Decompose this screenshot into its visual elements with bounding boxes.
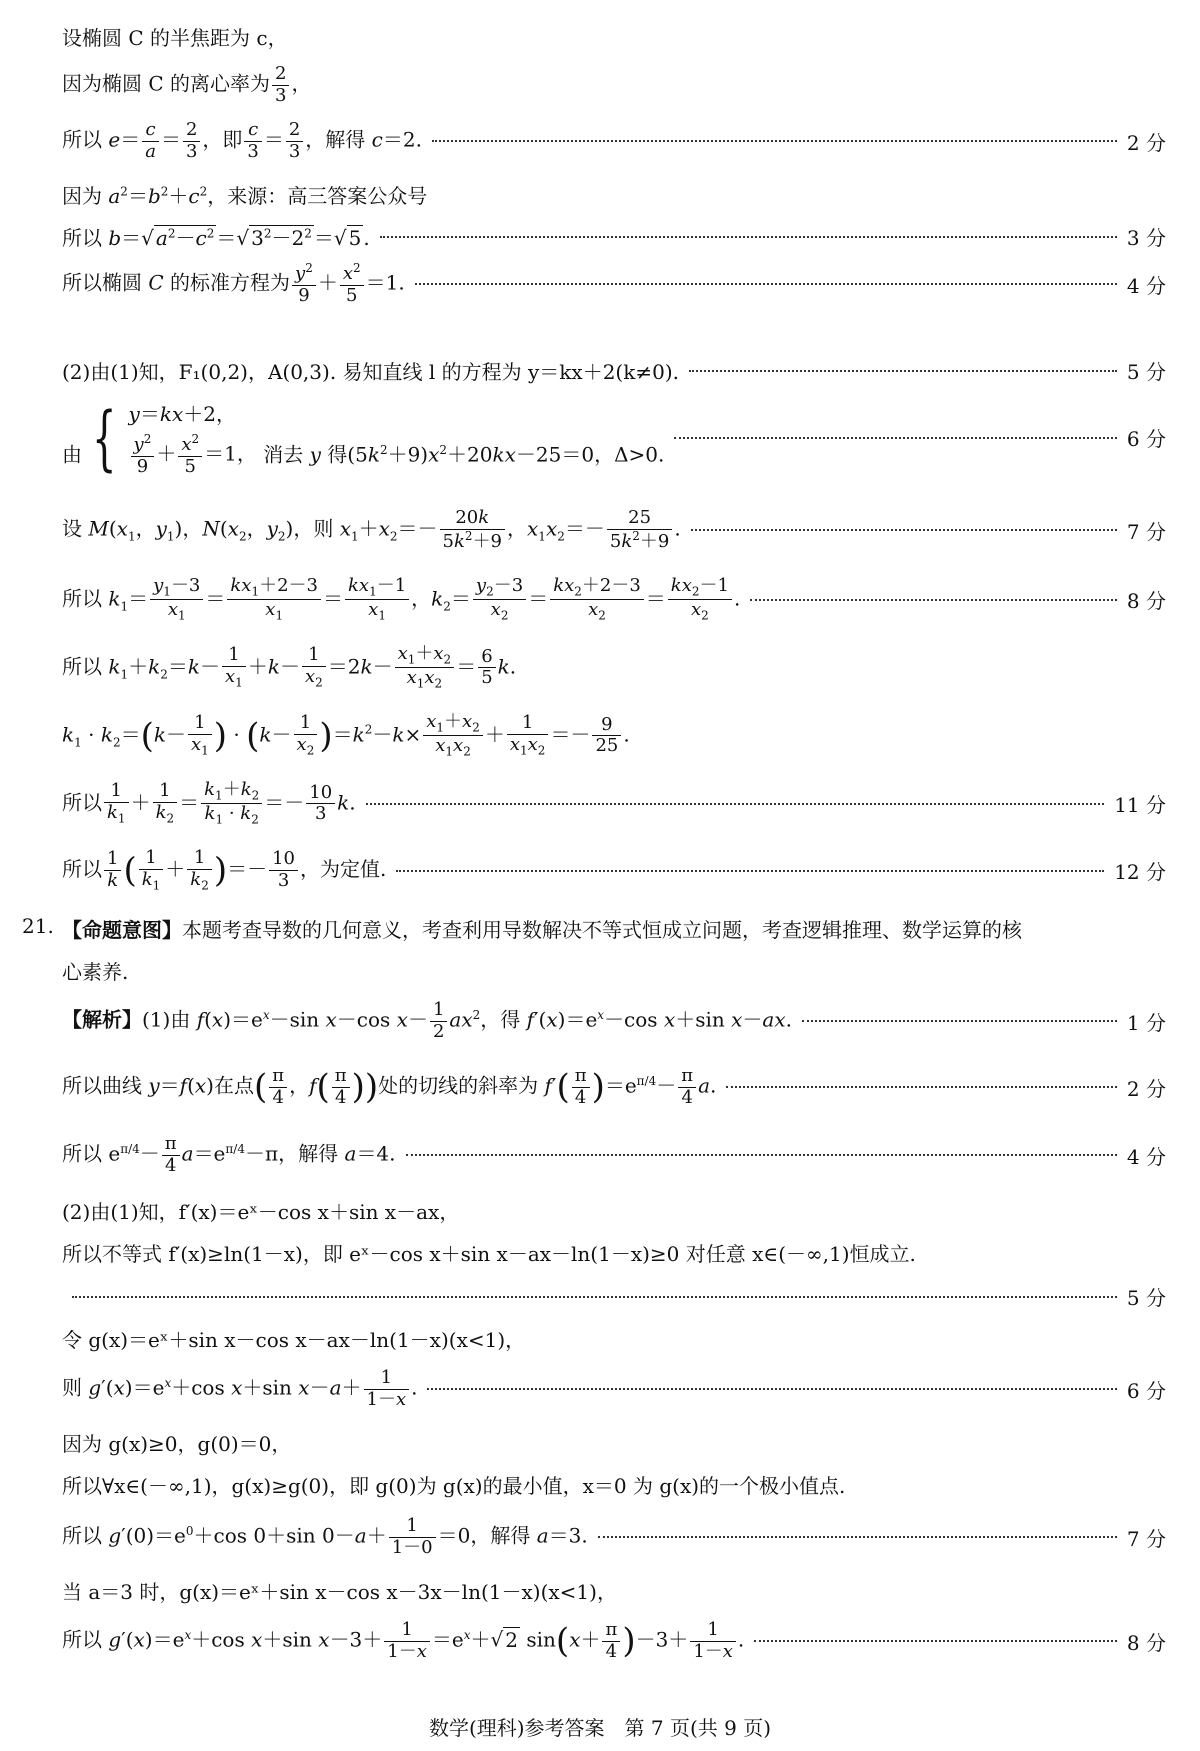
leader-dots	[674, 437, 1117, 439]
leader-dots	[406, 1154, 1117, 1156]
score-label: 7 分	[1126, 519, 1166, 544]
formula: 所以 b＝√ $a^2-c^2$ ＝√ $3^2-2^2$ ＝√ 5 .	[62, 226, 370, 250]
score-label: 6 分	[1126, 427, 1166, 452]
leader-dots	[691, 529, 1117, 531]
text-line	[62, 1066, 1166, 1108]
text-line	[62, 64, 1166, 106]
score-label: 12 分	[1114, 860, 1166, 885]
leader-dots	[802, 1020, 1117, 1022]
formula: 由 { y＝kx＋2， $\frac{y^2}{9}$ ＋ $\frac{x^2}{5}$ ＝1， 消去 y 得$(5k^2+9)x^2+20kx-25=0$，Δ>0.	[62, 396, 665, 479]
formula: 则 $g'(x)=e^x+\cos$ x＋sin x－a＋ $\frac{1}{1-x}$ .	[62, 1367, 418, 1410]
score-label: 2 分	[1126, 1076, 1166, 1101]
formula: 所以不等式 f′(x)≥ln(1－x)，即 eˣ－cos x＋sin x－ax－ln(1－x)≥0 对任意 x∈(－∞,1)恒成立.	[62, 1242, 916, 1266]
text-line	[62, 914, 1166, 943]
text-line	[62, 1620, 1166, 1662]
question-intent: 【命题意图】本题考查导数的几何意义，考查利用导数解决不等式恒成立问题，考查逻辑推理、数学运算的核	[62, 918, 1022, 942]
text-line	[62, 1324, 1166, 1353]
formula: 所以 $g'(x)=e^x+\cos$ x＋sin x－3＋ $\frac{1}{1-x}$ $=e^x+√$ 2 sin(x＋ $\frac{\pi}{4}$ )－3＋ $\frac{1}{1-x}$ .	[62, 1619, 745, 1662]
text-line	[62, 1134, 1166, 1176]
text-line	[62, 956, 1166, 985]
formula: 令 g(x)＝eˣ＋sin x－cos x－ax－ln(1－x)(x<1)，	[62, 1328, 526, 1352]
leader-dots	[380, 236, 1117, 238]
score-label: 5 分	[1126, 1286, 1166, 1310]
text-line	[62, 780, 1166, 828]
text-line	[62, 1470, 1166, 1499]
text-line	[62, 1282, 1166, 1311]
text-line	[62, 576, 1166, 624]
leader-dots	[754, 1640, 1117, 1642]
line-text: 设椭圆 C 的半焦距为 c，	[62, 26, 288, 50]
score-label: 8 分	[1126, 589, 1166, 614]
score-label: 11 分	[1114, 793, 1166, 818]
formula: $k_1 \cdot k_2=(k-$ $\frac{1}{x_1}$ ) · (k－ $\frac{1}{x_2}$ )$=k^2-k\times$ $\frac{x_1+x_2}{x_1x_2}$ ＋ $\frac{1}{x_1x_2}$ ＝－ $\frac{9}{25}$ .	[62, 711, 630, 759]
formula: 所以 e＝ $\frac{c}{a}$ ＝ $\frac{2}{3}$ ，即 $\frac{c}{3}$ ＝ $\frac{2}{3}$ ，解得 c＝2.	[62, 119, 422, 162]
line-text: 心素养.	[62, 960, 129, 984]
leader-dots	[427, 1388, 1116, 1390]
leader-dots	[750, 599, 1117, 601]
line-text: 因为椭圆 C 的离心率为 $\frac{2}{3}$ ，	[62, 63, 312, 106]
score-label: 8 分	[1126, 1630, 1166, 1655]
text-line	[62, 1576, 1166, 1605]
formula: (2)由(1)知，F₁(0,2)，A(0,3). 易知直线 l 的方程为 y＝kx＋2(k≠0).	[62, 360, 679, 384]
leader-dots	[598, 1536, 1117, 1538]
formula: 设 $M(x_1$，$y_1$)，$N(x_2$，$y_2$)，则 $x_1+x_2=-$ $\frac{20k}{5k^2+9}$ ，$x_1x_2=-$ $\frac{25}{5k^2+9}$ .	[62, 507, 681, 552]
text-line	[62, 222, 1166, 251]
leader-dots	[726, 1086, 1117, 1088]
source-note: 来源：高三答案公众号	[227, 184, 428, 208]
formula: 所以曲线 y＝f(x)在点( $\frac{\pi}{4}$ ，f( $\frac{\pi}{4}$ ))处的切线的斜率为 f′( $\frac{\pi}{4}$ )$=e^{\pi/4}-$ $\frac{\pi}{4}$ a.	[62, 1065, 717, 1108]
text-line	[62, 398, 1166, 477]
leader-dots	[366, 803, 1105, 805]
formula: 所以 $k_1=$ $\frac{y_1-3}{x_1}$ ＝ $\frac{kx_1+2-3}{x_1}$ ＝ $\frac{kx_1-1}{x_1}$ ，$k_2=$ $\frac{y_2-3}{x_2}$ ＝ $\frac{kx_2+2-3}{x_2}$ ＝ $\frac{kx_2-1}{x_2}$ .	[62, 575, 741, 623]
leader-dots	[415, 283, 1117, 285]
leader-dots	[689, 370, 1117, 372]
score-label: 2 分	[1126, 130, 1166, 155]
text-line	[62, 1000, 1166, 1042]
score-label: 1 分	[1126, 1010, 1166, 1035]
text-line	[62, 120, 1166, 162]
score-label: 6 分	[1126, 1378, 1166, 1403]
formula: 因为 g(x)≥0，g(0)＝0，	[62, 1432, 292, 1456]
formula: 【解析】(1)由 $f(x)=e^x-\sin$ x－cos x－ $\frac{1}{2}$ $ax^2$，得 $f'(x)=e^x-\cos$ x＋sin x－ax.	[62, 999, 792, 1042]
formula: 所以∀x∈(－∞,1)，g(x)≥g(0)，即 g(0)为 g(x)的最小值，x＝0 为 g(x)的一个极小值点.	[62, 1474, 846, 1498]
formula: 所以 $\frac{1}{k}$ ( $\frac{1}{k_1}$ ＋ $\frac{1}{k_2}$ )＝－ $\frac{10}{3}$ ，为定值.	[62, 847, 387, 893]
score-label: 5 分	[1126, 360, 1166, 384]
formula: 当 a＝3 时，g(x)＝eˣ＋sin x－cos x－3x－ln(1－x)(x<1)，	[62, 1580, 617, 1604]
formula: 因为 $a^2=b^2+c^2$，来源：高三答案公众号	[62, 184, 428, 208]
text-line	[62, 180, 1166, 209]
score-label: 7 分	[1126, 1526, 1166, 1551]
score-label: 4 分	[1126, 273, 1166, 298]
score-label: 3 分	[1126, 226, 1166, 250]
score-label: 4 分	[1126, 1144, 1166, 1169]
text-line	[62, 262, 1166, 306]
text-line	[62, 1516, 1166, 1558]
formula: 所以 $g'(0)=e^0+\cos$ 0＋sin 0－a＋ $\frac{1}{1-0}$ ＝0，解得 a＝3.	[62, 1515, 588, 1558]
text-line	[62, 1428, 1166, 1457]
text-line	[62, 1368, 1166, 1410]
text-line	[62, 356, 1166, 385]
formula: (2)由(1)知，f′(x)＝eˣ－cos x＋sin x－ax，	[62, 1200, 460, 1224]
text-line	[62, 848, 1166, 893]
text-line	[62, 508, 1166, 552]
leader-dots	[396, 870, 1104, 872]
formula: 所以 $k_1+k_2=k-$ $\frac{1}{x_1}$ ＋k－ $\frac{1}{x_2}$ ＝2k－ $\frac{x_1+x_2}{x_1x_2}$ ＝ $\frac{6}{5}$ k.	[62, 643, 517, 691]
formula: 所以 $\frac{1}{k_1}$ ＋ $\frac{1}{k_2}$ ＝ $\frac{k_1+k_2}{k_1 \cdot k_2}$ ＝－ $\frac{10}{3}$ k.	[62, 779, 356, 827]
page-footer: 数学(理科)参考答案 第 7 页(共 9 页)	[428, 1716, 772, 1740]
formula: 所以椭圆 C 的标准方程为 $\frac{y^2}{9}$ ＋ $\frac{x^2}{5}$ ＝1.	[62, 261, 405, 306]
text-line	[62, 1196, 1166, 1225]
leader-dots	[432, 140, 1117, 142]
question-number: 21.	[22, 914, 54, 938]
text-line	[62, 644, 1166, 692]
text-line	[62, 1238, 1166, 1267]
formula: 所以 $e^{\pi/4}-$ $\frac{\pi}{4}$ $a=e^{\pi/4}-\pi$，解得 a＝4.	[62, 1133, 396, 1176]
text-line	[62, 22, 1166, 51]
leader-dots	[72, 1296, 1117, 1298]
text-line	[62, 712, 1166, 760]
